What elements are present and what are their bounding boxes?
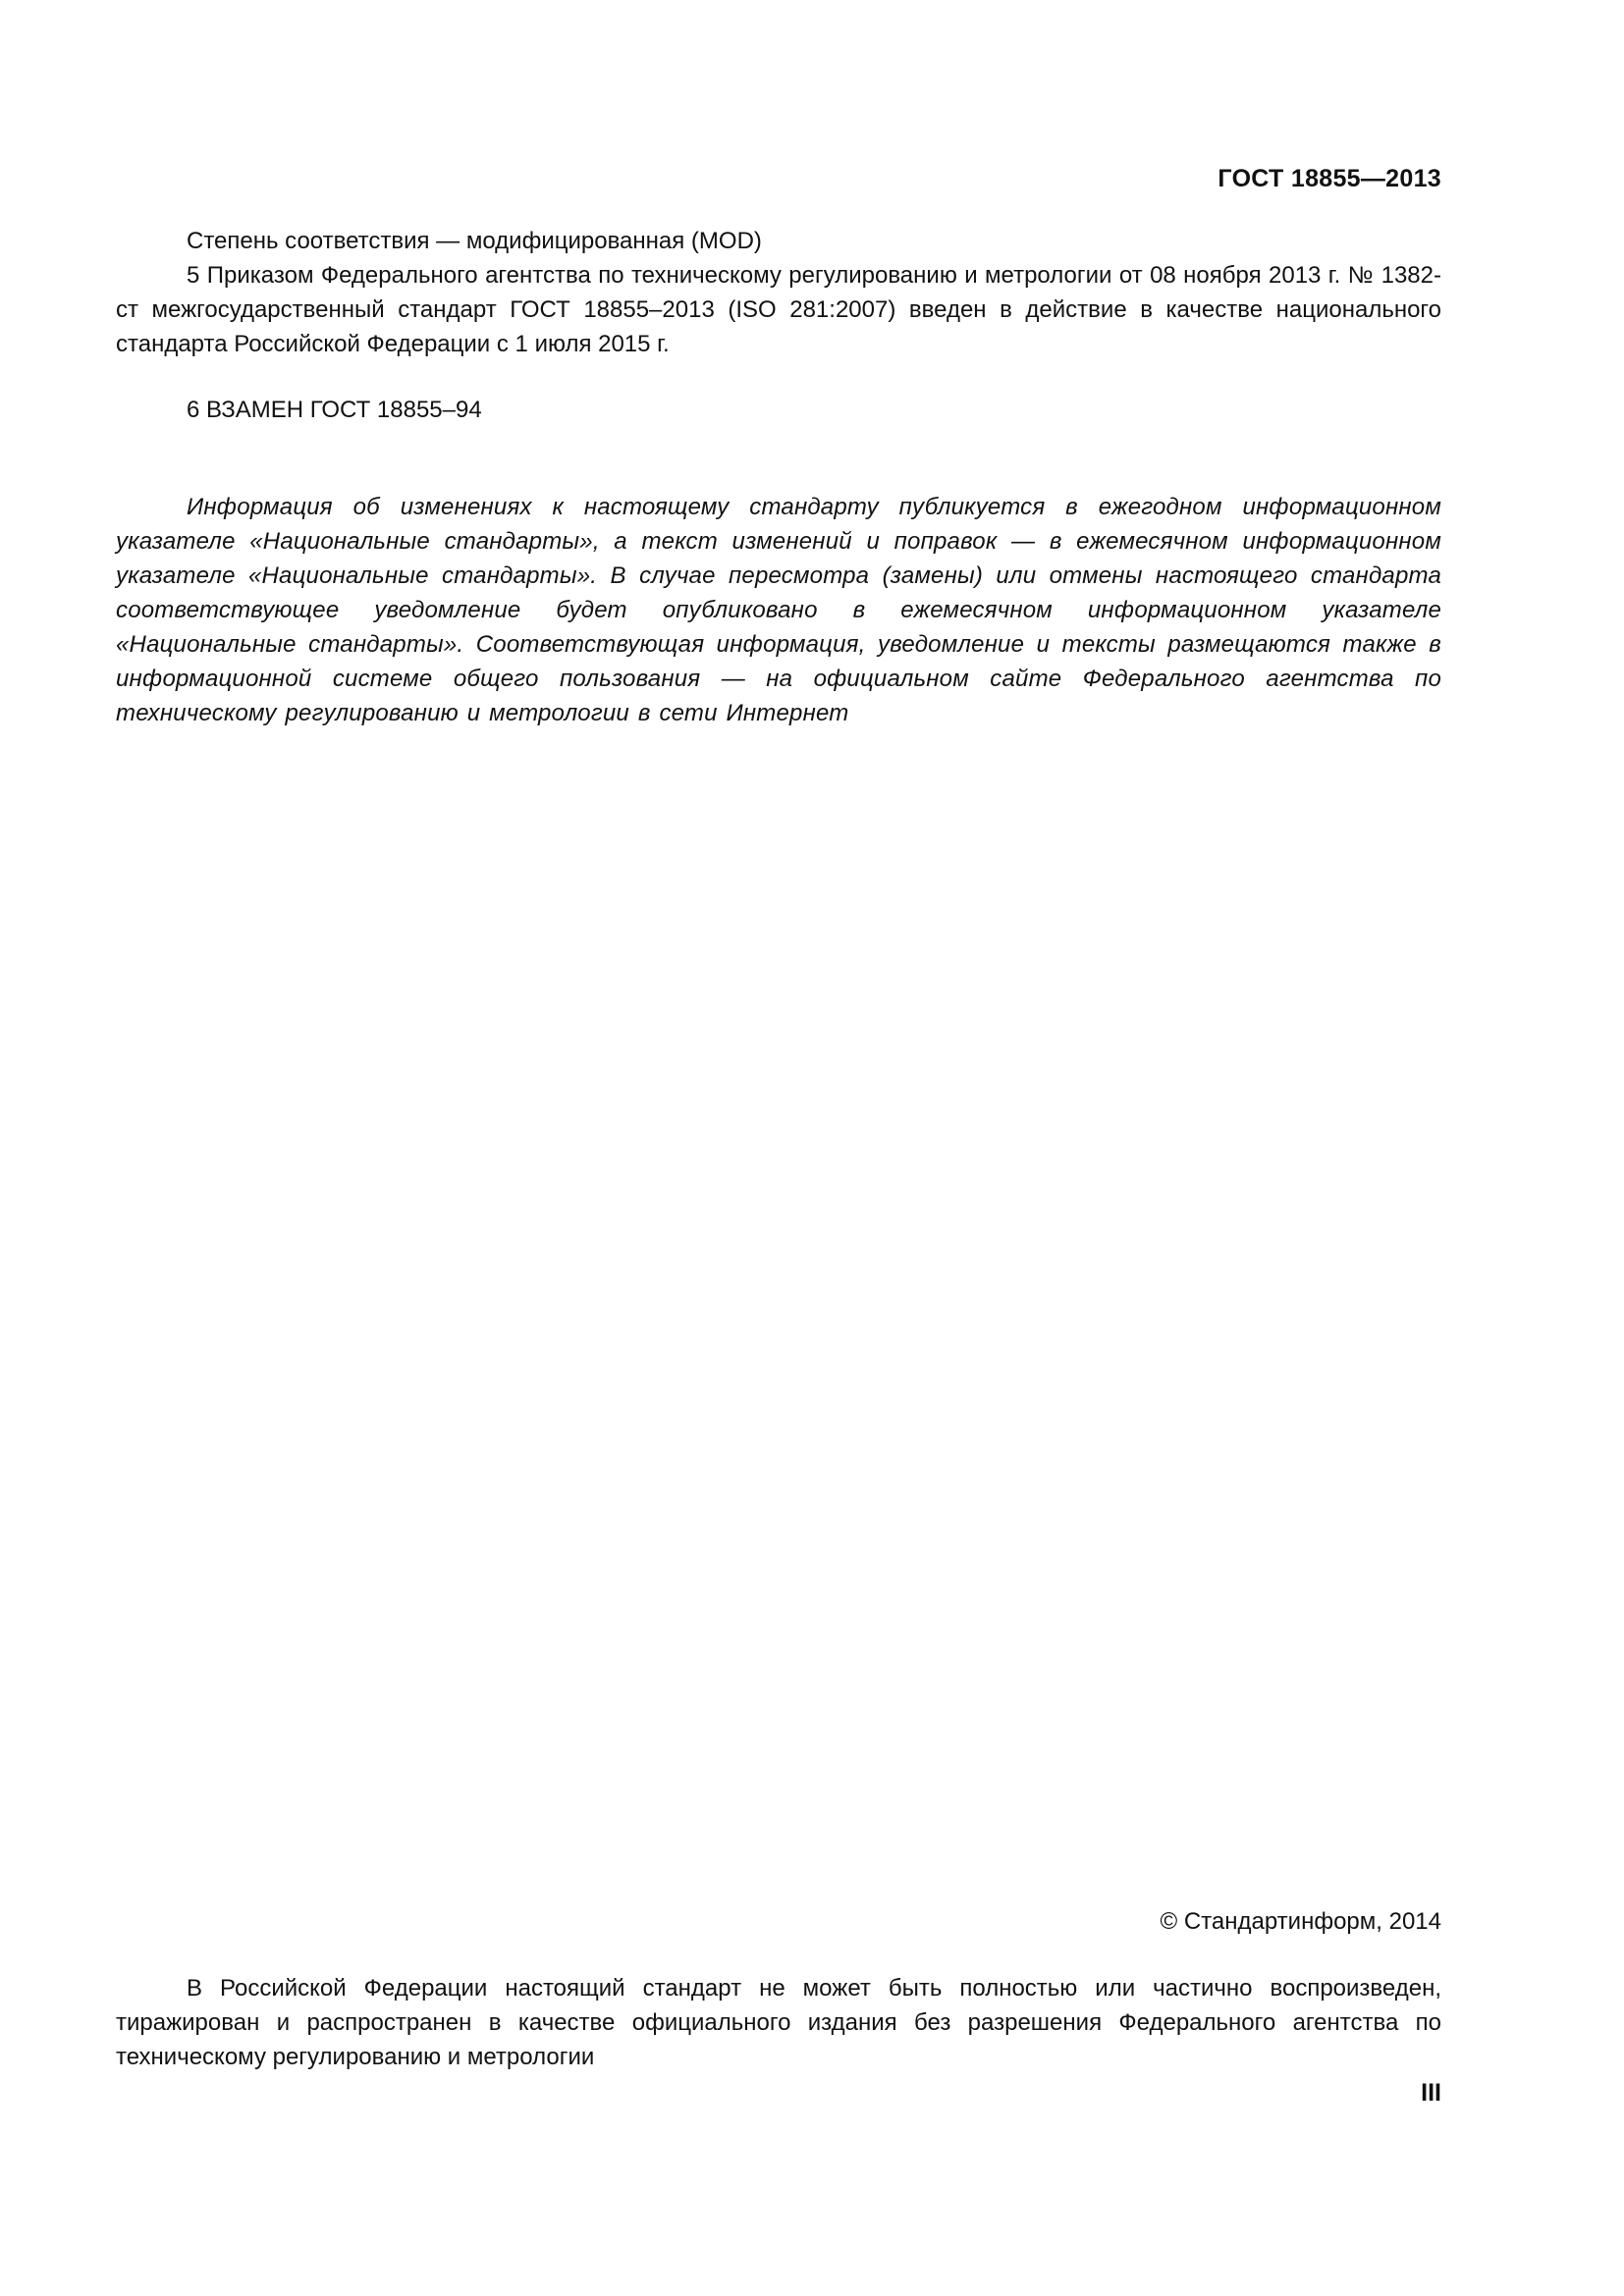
- page-number: III: [1421, 2079, 1441, 2107]
- reproduction-notice-text: В Российской Федерации настоящий стандарт не может быть полностью или частично воспроизведен, тиражирован и распространен в качестве официального издания без разрешения Федерального агентства по техническому регулированию и метрологии: [116, 1975, 1441, 2070]
- reproduction-notice-block: [116, 1971, 1441, 2074]
- publication-info-block: [116, 224, 1441, 361]
- changes-information-block: [116, 490, 1441, 730]
- enactment-order-item-5: 5 Приказом Федерального агентства по техническому регулированию и метрологии от 08 ноября 2013 г. № 1382-ст межгосударственный стандарт ГОСТ 18855–2013 (ISO 281:2007) введен в действие в качестве национального стандарта Российской Федерации с 1 июля 2015 г.: [116, 262, 1441, 357]
- document-code-header: ГОСТ 18855—2013: [1218, 165, 1441, 192]
- replacement-block: [116, 393, 1441, 427]
- changes-information-text: Информация об изменениях к настоящему стандарту публикуется в ежегодном информационном указателе «Национальные стандарты», а текст изменений и поправок — в ежемесячном информационном указателе «Национальные стандарты». В случае пересмотра (замены) или отмены настоящего стандарта соответствующее уведомление будет опубликовано в ежемесячном информационном указателе «Национальные стандарты». Соответствующая информация, уведомление и тексты размещаются также в информационной системе общего пользования — на официальном сайте Федерального агентства по техническому регулированию и метрологии в сети Интернет: [116, 494, 1441, 726]
- conformity-degree: Степень соответствия — модифицированная (MOD): [187, 228, 762, 254]
- document-page: [116, 0, 1441, 2296]
- copyright-line: © Стандартинформ, 2014: [1160, 1908, 1441, 1935]
- replacement-item-6: 6 ВЗАМЕН ГОСТ 18855–94: [187, 397, 482, 423]
